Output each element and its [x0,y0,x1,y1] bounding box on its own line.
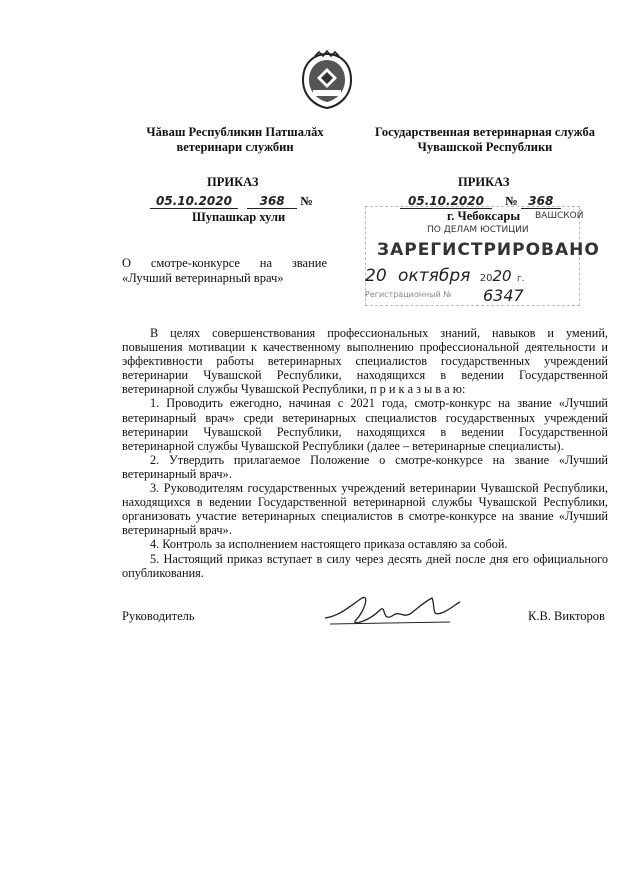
order-title-right: ПРИКАЗ [458,175,510,189]
stamp-reg-number: 6347 [483,286,524,305]
order-number-right: 368 [521,194,561,209]
order-number-sign-left: № [300,194,313,208]
order-city-left: Шупашкар хули [192,210,286,224]
header-right-line1: Государственная ветеринарная служба [375,125,595,139]
stamp-reg-year-suffix: 20 [492,267,512,285]
order-number-left: 368 [247,194,297,209]
order-number-line-left [150,194,340,209]
signature-position: Руководитель [122,609,195,623]
order-title-left: ПРИКАЗ [207,175,259,189]
stamp-reg-label: Регистрационный № [365,290,452,299]
order-date-right: 05.10.2020 [400,194,492,209]
body-paragraph-3: 2. Утвердить прилагаемое Положение о смотре-конкурсе на звание «Лучший ветеринарный врач». [122,452,608,481]
stamp-reg-year-prefix: 20 [479,273,493,284]
header-right [360,125,610,155]
stamp-date-line [365,266,577,286]
stamp-line2: ПО ДЕЛАМ ЮСТИЦИИ [427,225,529,235]
signature-name: К.В. Викторов [528,609,605,623]
body-paragraph-2: 1. Проводить ежегодно, начиная с 2021 года, смотр-конкурс на звание «Лучший ветеринарный врач» среди ветеринарных специалистов государственных учреждений ветеринарии Чувашской Республики, находящихся в ведении Государственной ветеринарной службы Чувашской Республики (далее – ветеринарные специалисты). [122,396,608,453]
body-paragraph-5: 4. Контроль за исполнением настоящего приказа оставляю за собой. [150,537,508,552]
header-left-line1: Чăваш Республикин Патшалăх [146,125,324,139]
stamp-registered: ЗАРЕГИСТРИРОВАНО [377,240,600,260]
order-city-right: г. Чебоксары [447,209,521,223]
stamp-line1: ВАШСКОЙ [535,211,584,221]
header-left [125,125,345,155]
body-paragraph-4: 3. Руководителям государственных учреждений ветеринарии Чувашской Республики, находящихся в ведении Государственной ветеринарной службы Чувашской Республики, организовать участие ветеринарных специалистов в смотре-конкурсе на звание «Лучший ветеринарный врач». [122,481,608,538]
stamp-reg-year-unit: г. [517,274,525,284]
coat-of-arms-emblem [299,50,355,110]
order-date-left: 05.10.2020 [150,194,238,209]
stamp-reg-month: октября [398,266,471,286]
stamp-reg-day: 20 [365,266,387,286]
handwritten-signature [320,588,465,633]
registration-stamp [365,206,600,306]
order-body [122,326,608,580]
order-number-sign-right: № [505,194,518,208]
body-paragraph-6: 5. Настоящий приказ вступает в силу через десять дней после дня его официального опубликования. [122,551,608,580]
signature-icon [320,588,465,633]
header-left-line2: ветеринари службин [176,140,294,154]
body-paragraph-1: В целях совершенствования профессиональных знаний, навыков и умений, повышения мотивации к качественному выполнению профессиональной деятельности и эффективности работы ветеринарных специалистов государственных учреждений ветеринарии Чувашской Республики, находящихся в ведении Государственной ветеринарной службы Чувашской Республики, п р и к а з ы в а ю: [122,326,608,397]
order-subject: О смотре-конкурсе на звание «Лучший ветеринарный врач» [122,256,327,285]
header-right-line2: Чувашской Республики [417,140,553,154]
